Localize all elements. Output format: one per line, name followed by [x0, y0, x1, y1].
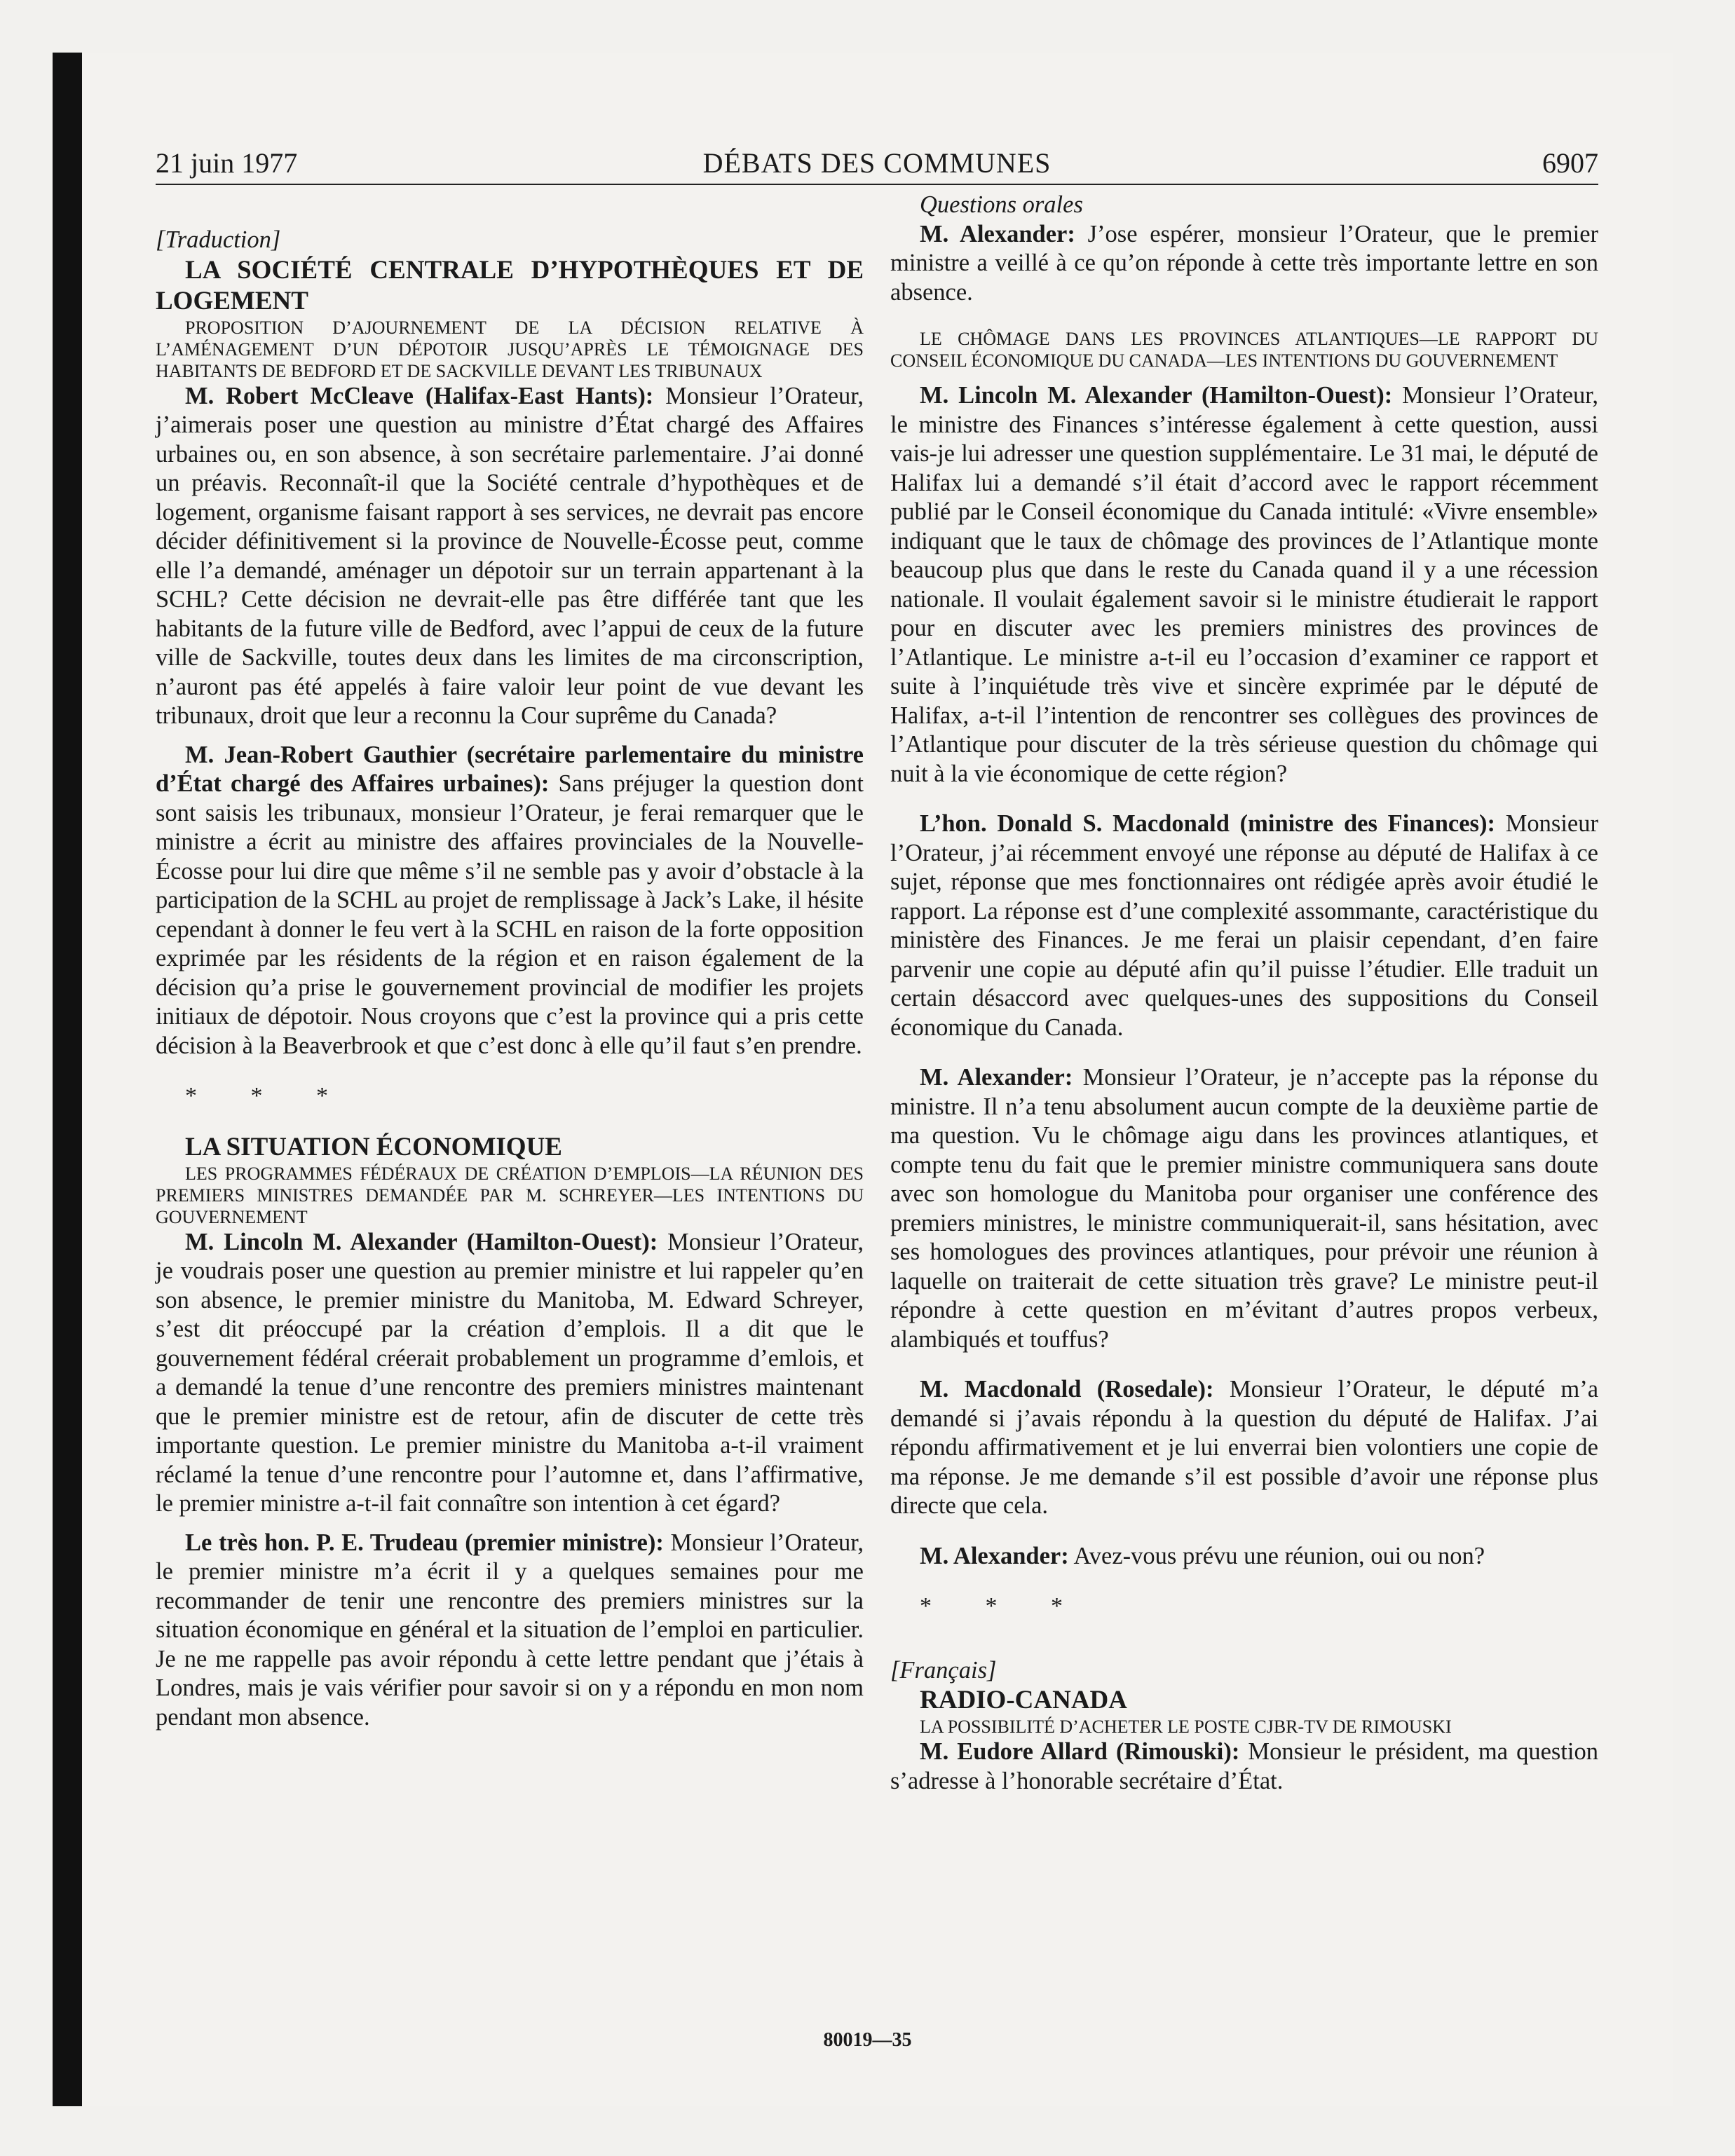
speech-text: Sans préjuger la question dont sont saisis les tribunaux, monsieur l’Orateur, je ferai remarquer que le ministre a écrit au ministre des affaires provinciales de la Nouvelle-Écosse pour lui dire que même s’il ne semble pas y avoir d’obstacle à la participation de la SCHL au projet de remplissage à Jack’s Lake, il hésite cependant à donner le feu vert à la SCHL en raison de la forte opposition exprimée par les résidents de la région et en raison également de la décision qu’a prise le gouvernement provincial de modifier les projets initiaux de dépotoir. Nous croyons que c’est la province qui a pris cette décision à la Beaverbrook et que c’est donc à elle qu’il faut s’en prendre.	[156, 770, 864, 1059]
running-head: Questions orales	[920, 191, 1083, 218]
speech-text: Monsieur l’Orateur, je voudrais poser une question au premier ministre et lui rappeler qu’en son absence, le premier ministre du Manitoba, M. Edward Schreyer, s’est dit préoccupé par la création d’emplois. Il a dit que le gouvernement fédéral créerait probablement un programme d’emlois, et a demandé la tenue d’une rencontre des premiers ministres maintenant que le premier ministre est de retour, afin de discuter de cette très importante question. Le premier ministre du Manitoba a-t-il vraiment réclamé la tenue d’une rencontre pour l’automne et, dans l’affirmative, le premier ministre a-t-il fait connaître son intention à cet égard?	[156, 1228, 864, 1517]
section-title-schl: LA SOCIÉTÉ CENTRALE D’HYPOTHÈQUES ET DE LOGEMENT	[156, 255, 864, 315]
paragraph-trudeau	[156, 1529, 864, 1733]
paragraph-mccleave	[156, 382, 864, 731]
speaker-name: M. Alexander:	[920, 1542, 1069, 1569]
translation-tag: [Traduction]	[156, 226, 281, 253]
section-subtitle-economy: LES PROGRAMMES FÉDÉRAUX DE CRÉATION D’EMPLOIS—LA RÉUNION DES PREMIERS MINISTRES DEMANDÉE PAR M. SCHREYER—LES INTENTIONS DU GOUVERNEMENT	[156, 1163, 864, 1227]
speech-text: Monsieur l’Orateur, j’ai récemment envoyé une réponse au député de Halifax à ce sujet, réponse que mes fonctionnaires ont rédigée après avoir étudié le rapport. La réponse est d’une complexité assommante, caractéristique du ministère des Finances. Je me ferai un plaisir cependant, d’en faire parvenir une copie au député afin qu’il puisse l’étudier. Elle traduit un certain désaccord avec quelques-unes des suppositions du Conseil économique du Canada.	[890, 810, 1598, 1041]
scan-edge	[53, 53, 82, 2106]
footer-code: 80019—35	[823, 2029, 912, 2051]
section-separator: * * *	[185, 1083, 352, 1109]
paragraph-alexander	[156, 1228, 864, 1519]
paragraph-alexander-1	[890, 220, 1598, 308]
section-title-economy: LA SITUATION ÉCONOMIQUE	[185, 1132, 562, 1161]
speech-text: Monsieur l’Orateur, je n’accepte pas la réponse du ministre. Il n’a tenu absolument aucun compte de la deuxième partie de ma question. Vu le chômage aigu dans les provinces atlantiques, et compte tenu du fait que le premier ministre communiquera sans doute avec son homologue du Manitoba pour organiser une conférence des premiers ministres, le ministre communiquerait-il, sans hésitation, avec ses homologues des provinces atlantiques, pour prévoir une réunion à laquelle on traiterait de cette situation très grave? Le ministre peut-il répondre à cette question en m’évitant d’autres propos verbeux, alambiqués et touffus?	[890, 1064, 1598, 1353]
header-title: DÉBATS DES COMMUNES	[702, 147, 1052, 179]
speaker-name: M. Jean-Robert Gauthier (secrétaire parlementaire du ministre d’État chargé des Affaires urbaines):	[156, 741, 864, 797]
section-subtitle-unemployment: LE CHÔMAGE DANS LES PROVINCES ATLANTIQUES—LE RAPPORT DU CONSEIL ÉCONOMIQUE DU CANADA—LES INTENTIONS DU GOUVERNEMENT	[890, 329, 1598, 371]
right-column	[890, 191, 1598, 1796]
header-page-number: 6907	[1542, 147, 1598, 179]
speaker-name: M. Lincoln M. Alexander (Hamilton-Ouest):	[185, 1228, 658, 1255]
speaker-name: M. Alexander:	[920, 220, 1075, 247]
page-header	[156, 140, 1598, 185]
section-title-radio-canada: RADIO-CANADA	[920, 1686, 1127, 1714]
section-separator: * * *	[920, 1593, 1087, 1619]
paragraph-alexander-2	[890, 381, 1598, 789]
speech-text: Monsieur l’Orateur, j’aimerais poser une question au ministre d’État chargé des Affaires urbaines ou, en son absence, à son secrétaire parlementaire. J’ai donné un préavis. Reconnaît-il que la Société centrale d’hypothèques et de logement, organisme faisant rapport à ses services, ne devrait pas encore décider définitivement si la province de Nouvelle-Écosse peut, comme elle l’a demandé, aménager un dépotoir sur un terrain appartenant à la SCHL? Cette décision ne devrait-elle pas être différée tant que les habitants de la future ville de Bedford, avec l’appui de ceux de la future ville de Sackville, toutes deux dans les limites de ma circonscription, n’auront pas été appelés à faire valoir leur point de vue devant les tribunaux, droit que leur a reconnu la Cour suprême du Canada?	[156, 382, 864, 729]
language-tag: [Français]	[890, 1656, 997, 1684]
left-column	[156, 191, 864, 1732]
speaker-name: M. Alexander:	[920, 1064, 1073, 1091]
speaker-name: M. Eudore Allard (Rimouski):	[920, 1738, 1240, 1765]
speaker-name: M. Macdonald (Rosedale):	[920, 1376, 1214, 1403]
paragraph-gauthier	[156, 741, 864, 1061]
speech-text: Monsieur l’Orateur, le député m’a demandé si j’avais répondu à la question du député de Halifax. J’ai répondu affirmativement et je lui enverrai bien volontiers une copie de ma réponse. Je me demande s’il est possible d’avoir une réponse plus directe que cela.	[890, 1376, 1599, 1519]
speaker-name: M. Lincoln M. Alexander (Hamilton-Ouest):	[920, 382, 1393, 409]
paragraph-alexander-4	[890, 1542, 1598, 1571]
speech-text: Monsieur l’Orateur, le ministre des Finances s’intéresse également à cette question, aussi vais-je lui adresser une question supplémentaire. Le 31 mai, le député de Halifax lui a demandé s’il était d’accord avec le rapport récemment publié par le Conseil économique du Canada intitulé: «Vivre ensemble» indiquant que le taux de chômage des provinces de l’Atlantique monte beaucoup plus que dans le reste du Canada quand il y a une récession nationale. Il voulait également savoir si le ministre étudierait le rapport pour en discuter avec les premiers ministres des provinces de l’Atlantique. Le ministre a-t-il eu l’occasion d’examiner ce rapport et suite à l’inquiétude très vive et sincère exprimée par le député de Halifax, a-t-il l’intention de rencontrer ses collègues des provinces de l’Atlantique pour discuter de la très sérieuse question du chômage qui nuit à la vie économique de cette région?	[890, 382, 1598, 787]
speech-text: Monsieur l’Orateur, le premier ministre m’a écrit il y a quelques semaines pour me recommander de tenir une rencontre des premiers ministres sur la situation économique en général et la situation de l’emploi en particulier. Je ne me rappelle pas avoir répondu à cette lettre pendant que j’étais à Londres, mais je vais vérifier pour savoir si on y a répondu en mon nom pendant mon absence.	[156, 1529, 864, 1731]
section-subtitle-radio-canada: LA POSSIBILITÉ D’ACHETER LE POSTE CJBR-TV DE RIMOUSKI	[920, 1717, 1452, 1737]
speech-text: Avez-vous prévu une réunion, oui ou non?	[1068, 1542, 1485, 1569]
speech-text: J’ose espérer, monsieur l’Orateur, que le premier ministre a veillé à ce qu’on réponde à cette très importante lettre en son absence.	[890, 220, 1598, 306]
paragraph-macdonald-1	[890, 810, 1598, 1042]
speaker-name: Le très hon. P. E. Trudeau (premier ministre):	[185, 1529, 664, 1556]
section-subtitle-schl: PROPOSITION D’AJOURNEMENT DE LA DÉCISION RELATIVE À L’AMÉNAGEMENT D’UN DÉPOTOIR JUSQU’APRÈS LE TÉMOIGNAGE DES HABITANTS DE BEDFORD ET DE SACKVILLE DEVANT LES TRIBUNAUX	[156, 317, 864, 381]
paragraph-allard	[890, 1738, 1598, 1796]
speech-text: Monsieur le président, ma question s’adresse à l’honorable secrétaire d’État.	[890, 1738, 1598, 1794]
speaker-name: M. Robert McCleave (Halifax-East Hants):	[185, 382, 654, 409]
paragraph-alexander-3	[890, 1063, 1598, 1354]
speaker-name: L’hon. Donald S. Macdonald (ministre des Finances):	[920, 810, 1495, 837]
paragraph-macdonald-2	[890, 1375, 1598, 1521]
header-date: 21 juin 1977	[156, 147, 298, 179]
